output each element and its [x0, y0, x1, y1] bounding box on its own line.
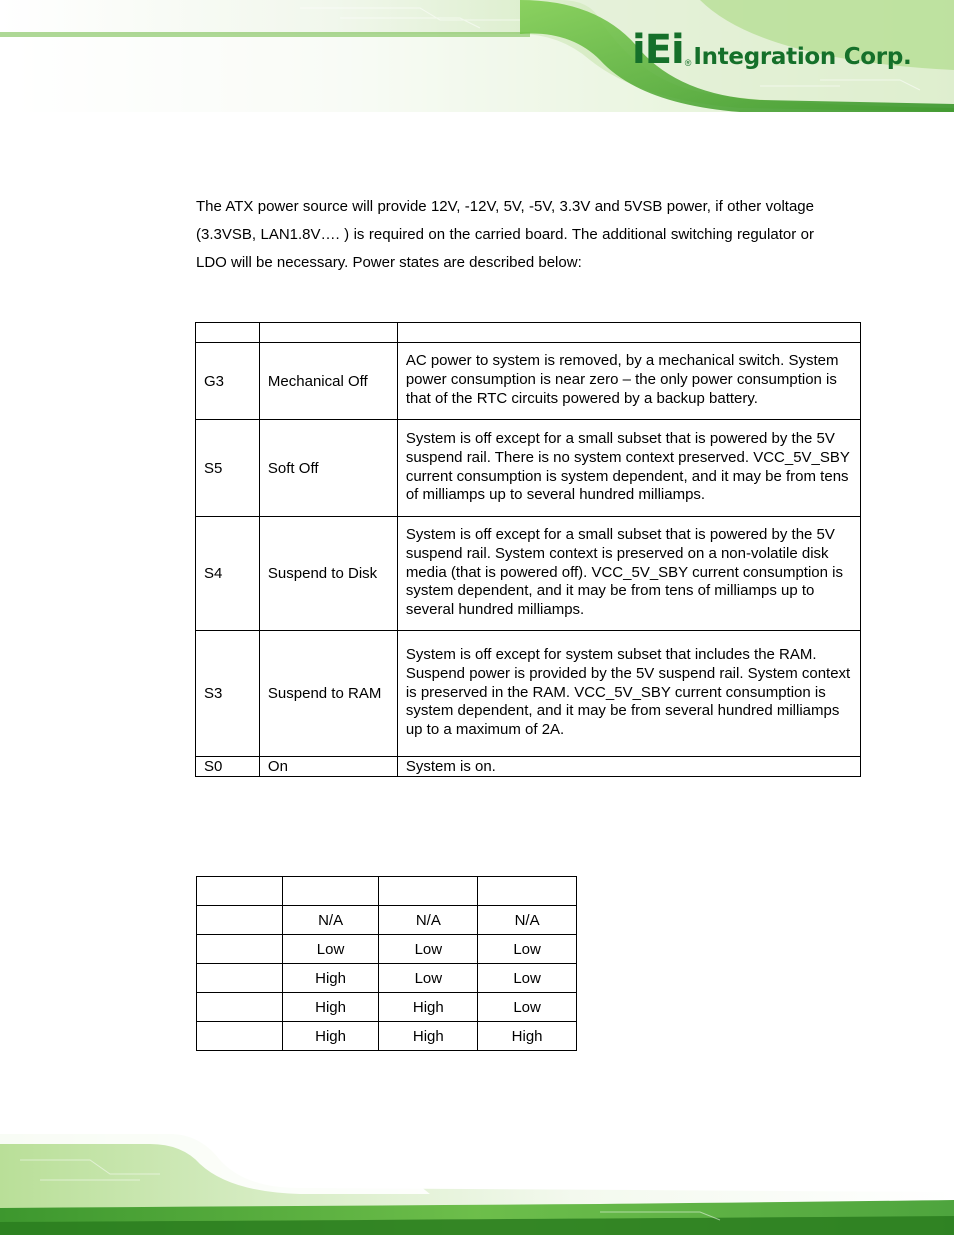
table-cell: High	[379, 1022, 478, 1051]
table-cell: Low	[478, 993, 577, 1022]
table-cell: Low	[478, 935, 577, 964]
state-cell: S0	[196, 757, 260, 777]
state-name-cell: On	[259, 757, 397, 777]
table-cell	[197, 964, 283, 993]
table-cell	[197, 993, 283, 1022]
table-cell: High	[282, 993, 379, 1022]
signal-levels-table	[196, 876, 577, 1051]
state-description-cell: System is on.	[397, 757, 860, 777]
table-cell: Low	[379, 964, 478, 993]
header-cell	[478, 877, 577, 906]
table-row	[197, 993, 577, 1022]
table-row	[196, 420, 861, 517]
header-cell	[397, 323, 860, 343]
table-row	[197, 935, 577, 964]
table-cell: Low	[478, 964, 577, 993]
table-cell: High	[282, 1022, 379, 1051]
state-name-cell: Soft Off	[259, 420, 397, 517]
state-cell: S5	[196, 420, 260, 517]
table-row	[196, 517, 861, 631]
header-cell	[197, 877, 283, 906]
state-cell: G3	[196, 343, 260, 420]
state-description-cell: System is off except for system subset that includes the RAM. Suspend power is provided by the 5V suspend rail. System context is preserved in the RAM. VCC_5V_SBY current consumption is system dependent, and it may be from several hundred milliamps up to a maximum of 2A.	[397, 631, 860, 757]
table-cell: High	[379, 993, 478, 1022]
table-cell: Low	[379, 935, 478, 964]
table-row	[197, 1022, 577, 1051]
table-cell: High	[478, 1022, 577, 1051]
state-cell: S3	[196, 631, 260, 757]
table-row	[197, 964, 577, 993]
table-row	[196, 631, 861, 757]
table-cell: Low	[282, 935, 379, 964]
state-description-cell: System is off except for a small subset that is powered by the 5V suspend rail. There is no system context preserved. VCC_5V_SBY current consumption is system dependent, and it may be from tens of milliamps up to several hundred milliamps.	[397, 420, 860, 517]
company-logo	[632, 28, 911, 72]
table-row	[196, 343, 861, 420]
logo-mark: iEi	[632, 27, 684, 73]
state-name-cell: Suspend to RAM	[259, 631, 397, 757]
table-header-row	[197, 877, 577, 906]
header-cell	[196, 323, 260, 343]
state-name-cell: Mechanical Off	[259, 343, 397, 420]
power-states-table	[195, 322, 861, 777]
table-cell: N/A	[282, 906, 379, 935]
table-cell	[197, 1022, 283, 1051]
intro-paragraph: The ATX power source will provide 12V, -12V, 5V, -5V, 3.3V and 5VSB power, if other voltage (3.3VSB, LAN1.8V…. ) is required on the carried board. The additional switching regulator or LDO will be necessary. Power states are described below:	[196, 198, 814, 271]
state-name-cell: Suspend to Disk	[259, 517, 397, 631]
state-cell: S4	[196, 517, 260, 631]
table-cell: N/A	[478, 906, 577, 935]
footer-circuit-banner	[0, 1130, 954, 1235]
table-cell: High	[282, 964, 379, 993]
table-row	[196, 757, 861, 777]
state-description-cell: AC power to system is removed, by a mechanical switch. System power consumption is near zero – the only power consumption is that of the RTC circuits powered by a backup battery.	[397, 343, 860, 420]
table-cell: N/A	[379, 906, 478, 935]
logo-company-name: Integration Corp.	[693, 44, 912, 70]
header-cell	[379, 877, 478, 906]
table-cell	[197, 906, 283, 935]
table-cell	[197, 935, 283, 964]
state-description-cell: System is off except for a small subset that is powered by the 5V suspend rail. System context is preserved on a non-volatile disk media (that is powered off). VCC_5V_SBY current consumption is system dependent, and it may be from tens of milliamps up to several hundred milliamps.	[397, 517, 860, 631]
table-header-row	[196, 323, 861, 343]
header-cell	[282, 877, 379, 906]
header-cell	[259, 323, 397, 343]
table-row	[197, 906, 577, 935]
logo-registered-mark: ®	[684, 58, 692, 68]
